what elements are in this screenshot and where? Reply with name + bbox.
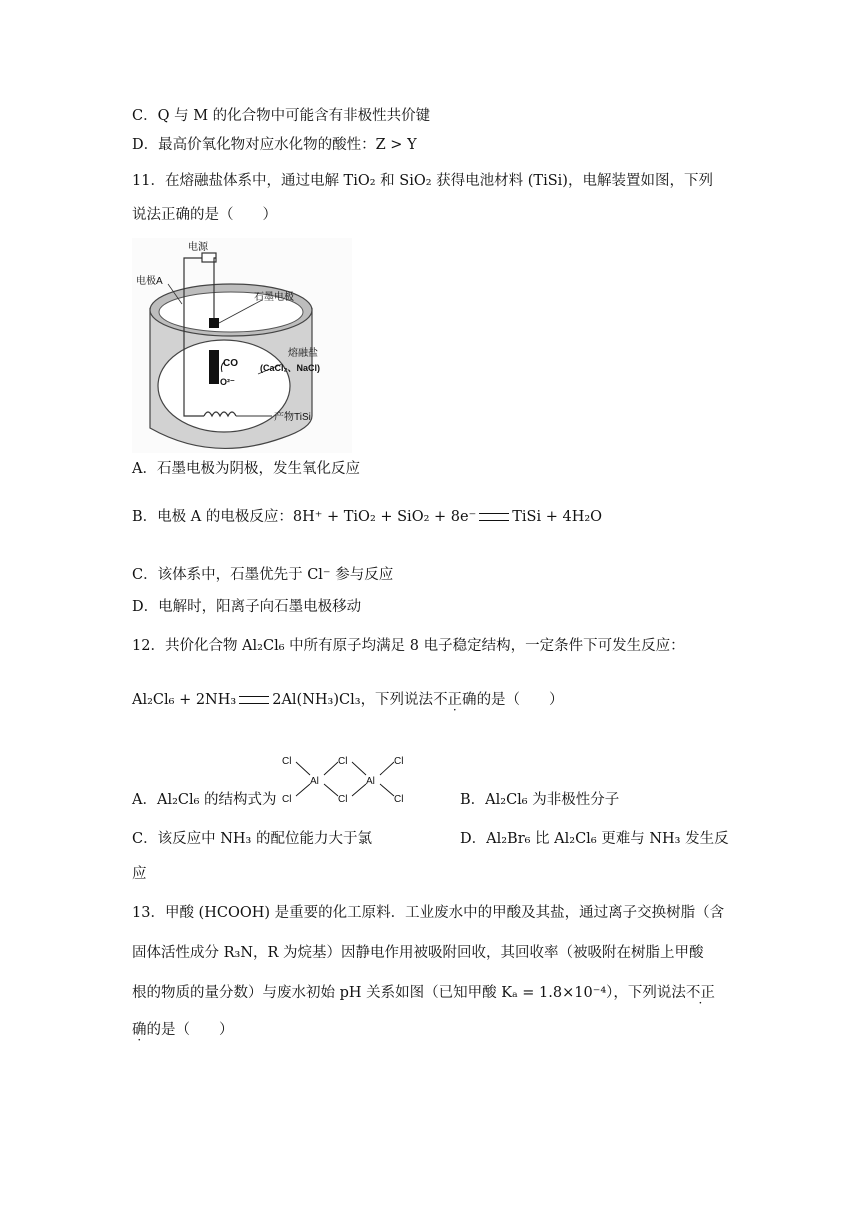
q11-stem-line2: 说法正确的是（ ） xyxy=(132,207,277,223)
q10-option-d: D．最高价氧化物对应水化物的酸性：Z > Y xyxy=(132,137,417,153)
label-molten-salt-composition: (CaCl₂、NaCl) xyxy=(260,363,321,373)
svg-text:Cl: Cl xyxy=(394,794,404,805)
emphasis-text: 确 xyxy=(132,1022,147,1038)
equals-sign xyxy=(239,696,269,704)
q12-option-c: C．该反应中 NH₃ 的配位能力大于氯 xyxy=(132,831,372,847)
q11-option-b-rhs: TiSi + 4H₂O xyxy=(512,509,603,525)
q12-option-b: B．Al₂Cl₆ 为非极性分子 xyxy=(460,792,620,808)
q11-option-a: A．石墨电极为阴极，发生氧化反应 xyxy=(132,461,360,477)
equals-sign xyxy=(479,513,509,521)
label-oxide-ion: O²⁻ xyxy=(220,377,235,387)
svg-text:Cl: Cl xyxy=(394,756,404,767)
svg-text:Cl: Cl xyxy=(338,756,348,767)
q11-option-c: C．该体系中，石墨优先于 Cl⁻ 参与反应 xyxy=(132,567,394,583)
q12-option-a: A．Al₂Cl₆ 的结构式为 xyxy=(132,792,277,808)
q13-stem-line3: 根的物质的量分数）与废水初始 pH 关系如图（已知甲酸 Kₐ = 1.8×10⁻⁴），下列说法不正 xyxy=(132,985,715,1001)
q12-option-d-continued: 应 xyxy=(132,866,147,882)
q13-stem-line2: 固体活性成分 R₃N，R 为烷基）因静电作用被吸附回收，其回收率（被吸附在树脂上甲酸 xyxy=(132,945,704,961)
svg-text:Cl: Cl xyxy=(338,794,348,805)
emphasis-text: 不正 xyxy=(685,985,715,1001)
al2cl6-structure xyxy=(282,752,412,812)
label-power: 电源 xyxy=(188,242,208,253)
q12-stem-line2: Al₂Cl₆ + 2NH₃ 2Al(NH₃)Cl₃，下列说法不正确的是（ ） xyxy=(132,692,564,708)
q11-option-b: B．电极 A 的电极反应：8H⁺ + TiO₂ + SiO₂ + 8e⁻ TiSi + 4H₂O xyxy=(132,509,603,525)
label-molten-salt: 熔融盐 xyxy=(288,348,318,359)
label-product: 产物TiSi xyxy=(274,412,311,423)
q11-stem-line1: 11．在熔融盐体系中，通过电解 TiO₂ 和 SiO₂ 获得电池材料 (TiSi)，电解装置如图，下列 xyxy=(132,173,713,189)
q13-stem-line1: 13．甲酸 (HCOOH) 是重要的化工原料．工业废水中的甲酸及其盐，通过离子交换树脂（含 xyxy=(132,905,725,921)
q12-stem-line1: 12．共价化合物 Al₂Cl₆ 中所有原子均满足 8 电子稳定结构，一定条件下可发生反应： xyxy=(132,638,685,654)
electrolysis-figure xyxy=(132,238,352,453)
label-electrode-a: 电极A xyxy=(136,276,163,287)
q10-option-c: C．Q 与 M 的化合物中可能含有非极性共价键 xyxy=(132,108,431,124)
q12-option-d: D．Al₂Br₆ 比 Al₂Cl₆ 更难与 NH₃ 发生反 xyxy=(460,831,729,847)
svg-text:Al: Al xyxy=(366,776,375,787)
q11-option-d: D．电解时，阳离子向石墨电极移动 xyxy=(132,599,362,615)
q13-stem-line4: 确的是（ ） xyxy=(132,1022,234,1038)
svg-text:Al: Al xyxy=(310,776,319,787)
emphasis-text: 不正确 xyxy=(433,692,477,708)
svg-text:Cl: Cl xyxy=(282,756,292,767)
label-graphite-electrode: 石墨电极 xyxy=(254,292,294,303)
svg-text:Cl: Cl xyxy=(282,794,292,805)
label-co: CO xyxy=(223,358,238,369)
q11-option-b-lhs: 8H⁺ + TiO₂ + SiO₂ + 8e⁻ xyxy=(292,509,477,525)
